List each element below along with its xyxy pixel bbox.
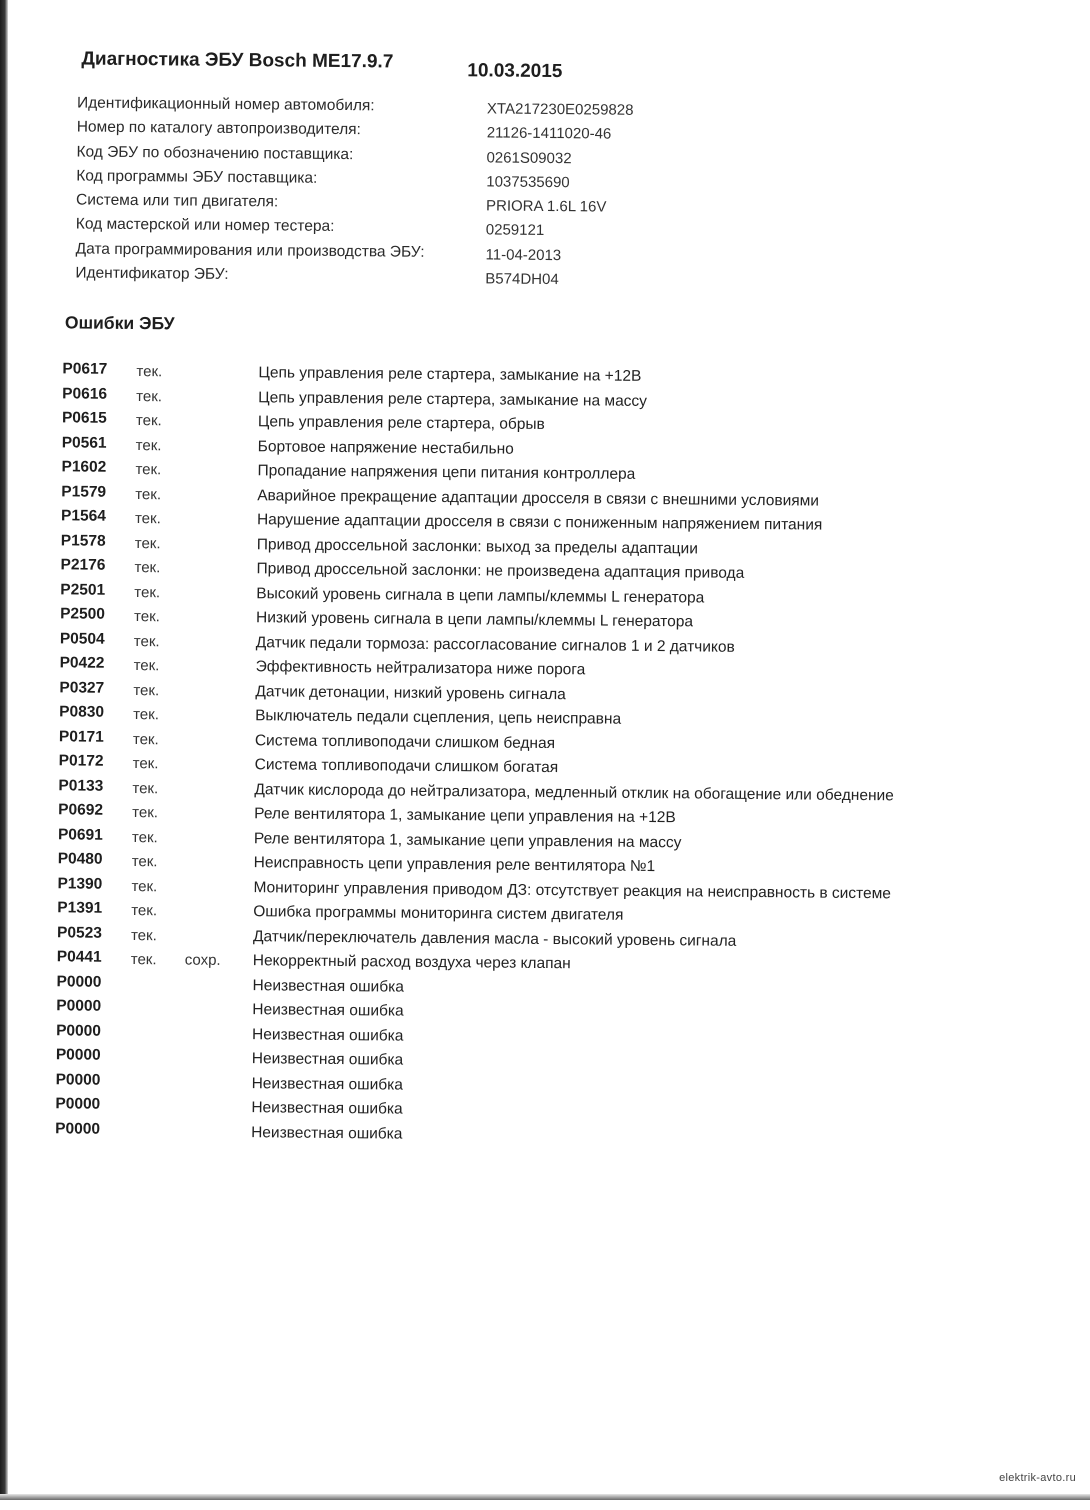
info-label: Код мастерской или номер тестера: [75,215,335,236]
error-description: Датчик кислорода до нейтрализатора, медленный отклик на обогащение или обеднение [254,780,894,804]
error-description: Неизвестная ошибка [251,1123,403,1143]
error-code: P0000 [56,997,102,1015]
info-label: Номер по каталогу автопроизводителя: [76,118,361,139]
error-description: Бортовое напряжение нестабильно [257,437,514,458]
error-description: Неисправность цепи управления реле вентилятора №1 [253,854,656,876]
error-code: P0830 [59,703,105,721]
error-status: тек. [132,730,159,748]
info-value: 21126-1411020-46 [486,124,612,143]
error-code: P1602 [61,458,107,476]
error-saved-flag: сохр. [184,951,221,969]
error-code: P1579 [61,482,107,501]
error-description: Цепь управления реле стартера, замыкание на массу [258,388,648,410]
error-status: тек. [133,706,160,724]
error-description: Пропадание напряжения цепи питания контроллера [257,462,636,483]
error-description: Эффективность нейтрализатора ниже порога [255,658,586,679]
error-code: P0504 [59,629,105,648]
error-description: Нарушение адаптации дросселя в связи с пониженным напряжением питания [256,511,823,534]
error-code: P0422 [59,654,105,672]
error-code: P1391 [57,899,103,917]
error-status: тек. [134,559,161,577]
error-status: тек. [131,828,158,846]
error-code: P1578 [60,531,106,550]
error-status: тек. [135,461,162,479]
error-code: P0133 [58,776,104,795]
info-value: 0259121 [485,221,545,240]
error-status: тек. [131,853,158,871]
error-code: P0000 [56,972,102,991]
error-code: P1390 [57,874,103,893]
error-description: Низкий уровень сигнала в цепи лампы/клеммы L генератора [255,609,694,631]
error-code: P0480 [57,850,103,868]
error-status: тек. [132,804,159,822]
error-code: P0000 [55,1070,101,1089]
error-code: P0000 [55,1046,101,1064]
error-code: P0327 [59,678,105,697]
error-status: тек. [132,779,159,797]
error-description: Привод дроссельной заслонки: выход за пределы адаптации [256,535,699,557]
error-description: Неизвестная ошибка [251,1050,404,1069]
error-status: тек. [136,387,163,405]
error-code: P0171 [58,727,104,746]
error-status: тек. [130,951,157,969]
error-status: тек. [132,755,159,773]
error-description: Высокий уровень сигнала в цепи лампы/клеммы L генератора [256,584,705,606]
error-description: Ошибка программы мониторинга систем двигателя [253,903,624,924]
error-code: P0616 [62,384,108,403]
document-title: Диагностика ЭБУ Bosch ME17.9.7 [81,48,394,73]
error-description: Неизвестная ошибка [251,1074,404,1094]
watermark: elektrik-avto.ru [999,1472,1076,1484]
error-code: P0523 [56,923,102,942]
info-value: B574DH04 [485,270,559,289]
errors-section-title: Ошибки ЭБУ [64,312,175,334]
error-code: P0172 [58,752,104,770]
error-description: Система топливоподачи слишком богатая [254,756,559,777]
error-code: P0441 [56,948,102,966]
info-value: 11-04-2013 [485,246,562,264]
info-label: Идентификатор ЭБУ: [75,264,229,283]
error-status: тек. [133,681,160,699]
error-code: P2500 [60,605,106,623]
error-description: Некорректный расход воздуха через клапан [252,952,571,973]
document-page [16,0,1090,1510]
info-label: Код ЭБУ по обозначению поставщика: [76,143,354,163]
error-description: Мониторинг управления приводом ДЗ: отсутствует реакция на неисправность в системе [253,878,891,902]
info-label: Идентификационный номер автомобиля: [76,94,375,115]
info-value: 1037535690 [486,173,570,192]
ecu-info-block [75,94,697,294]
error-code: P0691 [57,825,103,844]
error-description: Привод дроссельной заслонки: не произведена адаптация привода [256,560,745,582]
info-row [75,265,695,295]
errors-list [55,360,962,1153]
error-status: тек. [136,363,163,381]
error-status: тек. [134,534,161,552]
error-status: тек. [133,657,160,675]
info-label: Дата программирования или производства ЭБУ: [75,240,425,261]
error-description: Реле вентилятора 1, замыкание цепи управления на массу [253,829,682,851]
info-label: Код программы ЭБУ поставщика: [76,167,318,187]
error-code: P0692 [58,801,104,819]
error-description: Датчик/переключатель давления масла - высокий уровень сигнала [252,927,737,950]
error-description: Датчик педали тормоза: рассогласование сигналов 1 и 2 датчиков [255,633,735,656]
error-code: P2176 [60,556,106,574]
error-status: тек. [130,926,157,944]
error-code: P2501 [60,580,106,599]
error-description: Неизвестная ошибка [251,1099,403,1118]
info-value: PRIORA 1.6L 16V [485,197,607,216]
info-value: 0261S09032 [486,148,572,167]
error-description: Цепь управления реле стартера, обрыв [257,413,545,433]
error-description: Неизвестная ошибка [252,1001,404,1020]
error-code: P0615 [61,409,107,427]
error-code: P0617 [62,360,108,378]
error-status: тек. [133,632,160,650]
error-description: Неизвестная ошибка [252,976,404,996]
error-description: Аварийное прекращение адаптации дросселя в связи с внешними условиями [257,486,820,510]
error-status: тек. [134,510,161,528]
error-status: тек. [134,608,160,626]
error-description: Датчик детонации, низкий уровень сигнала [255,682,566,703]
info-value: XTA217230E0259828 [486,100,634,119]
error-status: тек. [131,877,158,895]
scan-edge-left [0,0,8,1500]
error-code: P0561 [61,433,107,452]
error-description: Реле вентилятора 1, замыкание цепи управления на +12В [254,805,676,827]
error-code: P0000 [56,1021,102,1040]
error-status: тек. [135,485,162,503]
error-code: P0000 [55,1119,101,1138]
document-date: 10.03.2015 [467,60,563,83]
error-description: Система топливоподачи слишком бедная [254,731,556,752]
error-code: P0000 [55,1095,101,1113]
error-status: тек. [135,412,162,430]
error-description: Выключатель педали сцепления, цепь неисправна [255,707,622,728]
error-status: тек. [131,902,158,920]
info-label: Система или тип двигателя: [75,191,279,211]
error-description: Неизвестная ошибка [252,1025,404,1045]
error-status: тек. [134,583,161,601]
error-status: тек. [135,436,162,454]
error-description: Цепь управления реле стартера, замыкание на +12В [258,364,642,385]
error-code: P1564 [60,507,106,525]
